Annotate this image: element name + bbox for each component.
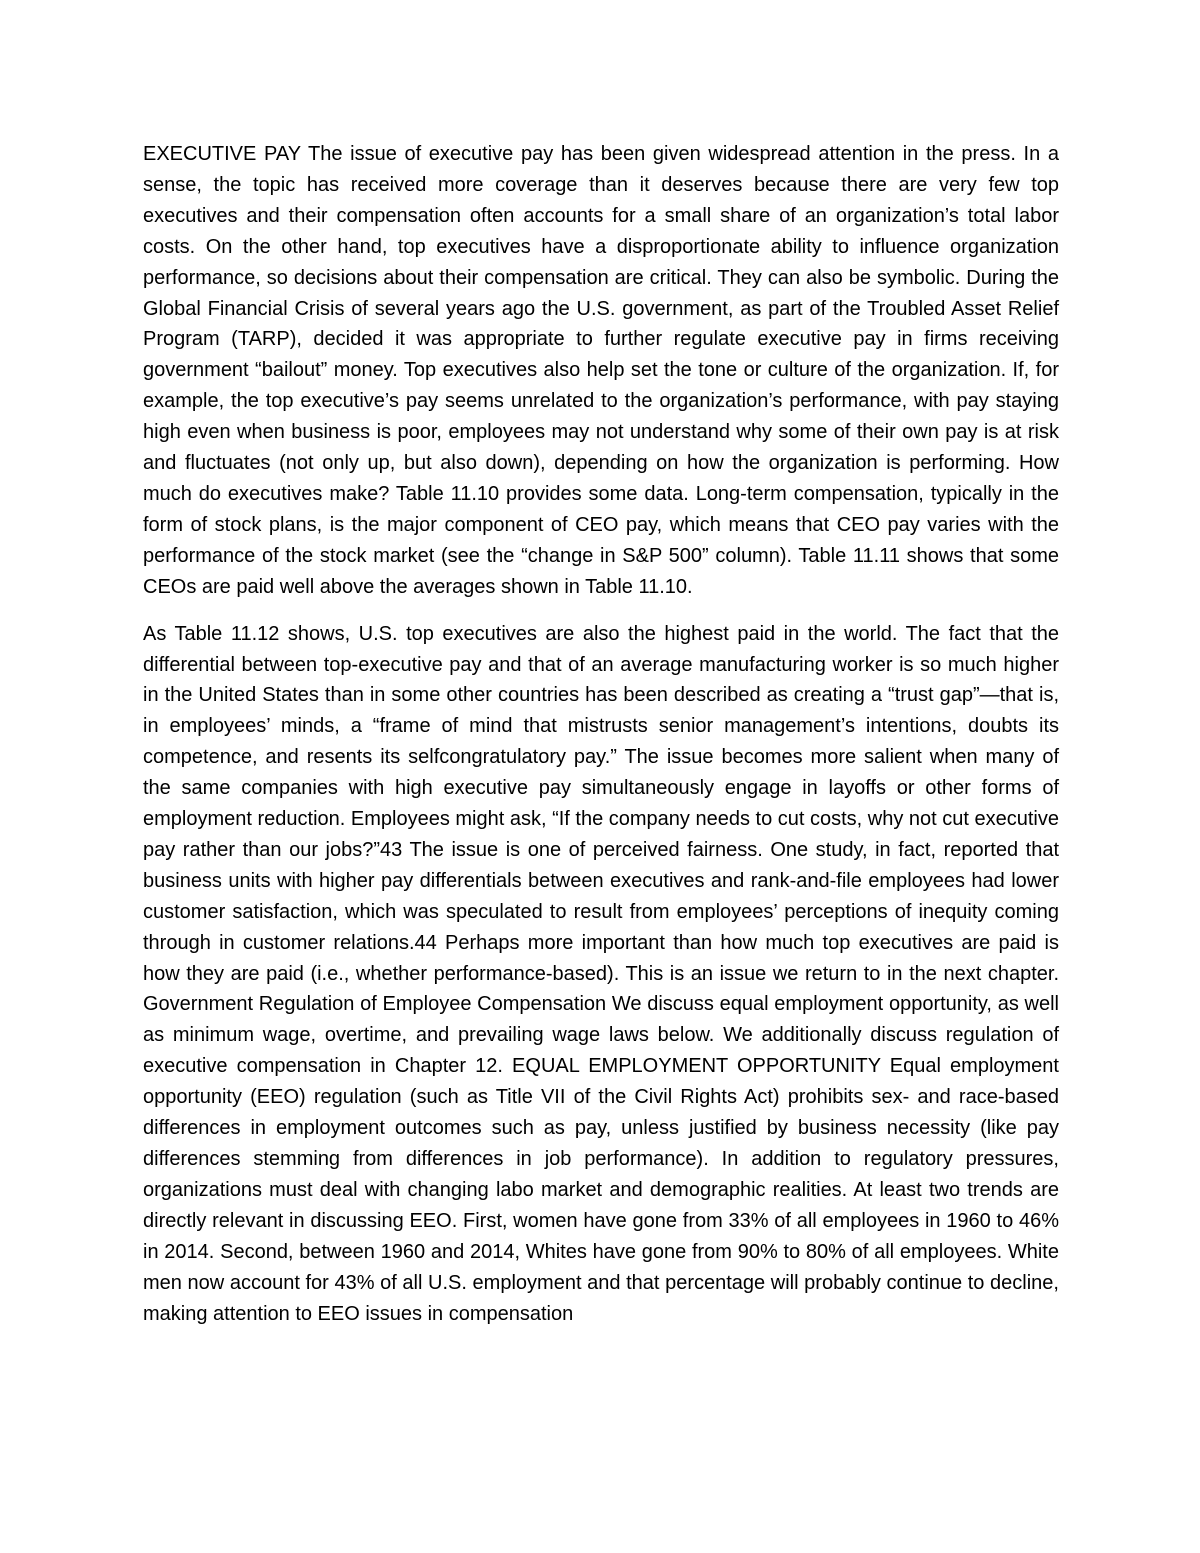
paragraph-executive-pay: EXECUTIVE PAY The issue of executive pay has been given widespread attention in the press. In a sense, the topic has received more coverage than it deserves because there are very few top executives and their compensation often accounts for a small share of an organization’s total labor costs. On the other hand, top executives have a disproportionate ability to influence organization performance, so decisions about their compensation are critical. They can also be symbolic. During the Global Financial Crisis of several years ago the U.S. government, as part of the Troubled Asset Relief Program (TARP), decided it was appropriate to further regulate executive pay in firms receiving government “bailout” money. Top executives also help set the tone or culture of the organization. If, for example, the top executive’s pay seems unrelated to the organization’s performance, with pay staying high even when business is poor, employees may not understand why some of their own pay is at risk and fluctuates (not only up, but also down), depending on how the organization is performing. How much do executives make? Table 11.10 provides some data. Long-term compensation, typically in the form of stock plans, is the major component of CEO pay, which means that CEO pay varies with the performance of the stock market (see the “change in S&P 500” column). Table 11.11 shows that some CEOs are paid well above the averages shown in Table 11.10. <box>143 143 1059 598</box>
paragraph-trust-gap: As Table 11.12 shows, U.S. top executives are also the highest paid in the world. The fact that the differential between top-executive pay and that of an average manufacturing worker is so much higher in the United States than in some other countries has been described as creating a “trust gap”—that is, in employees’ minds, a “frame of mind that mistrusts senior management’s intentions, doubts its competence, and resents its selfcongratulatory pay.” The issue becomes more salient when many of the same companies with high executive pay simultaneously engage in layoffs or other forms of employment reduction. Employees might ask, “If the company needs to cut costs, why not cut executive pay rather than our jobs?”43 The issue is one of perceived fairness. One study, in fact, reported that business units with higher pay differentials between executives and rank-and-file employees had lower customer satisfaction, which was speculated to result from employees’ perceptions of inequity coming through in customer relations.44 Perhaps more important than how much top executives are paid is how they are paid (i.e., whether performance-based). This is an issue we return to in the next chapter. Government Regulation of Employee Compensation We discuss equal employment opportunity, as well as minimum wage, overtime, and prevailing wage laws below. We additionally discuss regulation of executive compensation in Chapter 12. EQUAL EMPLOYMENT OPPORTUNITY Equal employment opportunity (EEO) regulation (such as Title VII of the Civil Rights Act) prohibits sex- and race-based differences in employment outcomes such as pay, unless justified by business necessity (like pay differences stemming from differences in job performance). In addition to regulatory pressures, organizations must deal with changing labo market and demographic realities. At least two trends are directly relevant in discussing EEO. First, women have gone from 33% of all employees in 1960 to 46% in 2014. Second, between 1960 and 2014, Whites have gone from 90% to 80% of all employees. White men now account for 43% of all U.S. employment and that percentage will probably continue to decline, making attention to EEO issues in compensation <box>143 622 1059 1325</box>
document-body <box>143 139 1059 1345</box>
